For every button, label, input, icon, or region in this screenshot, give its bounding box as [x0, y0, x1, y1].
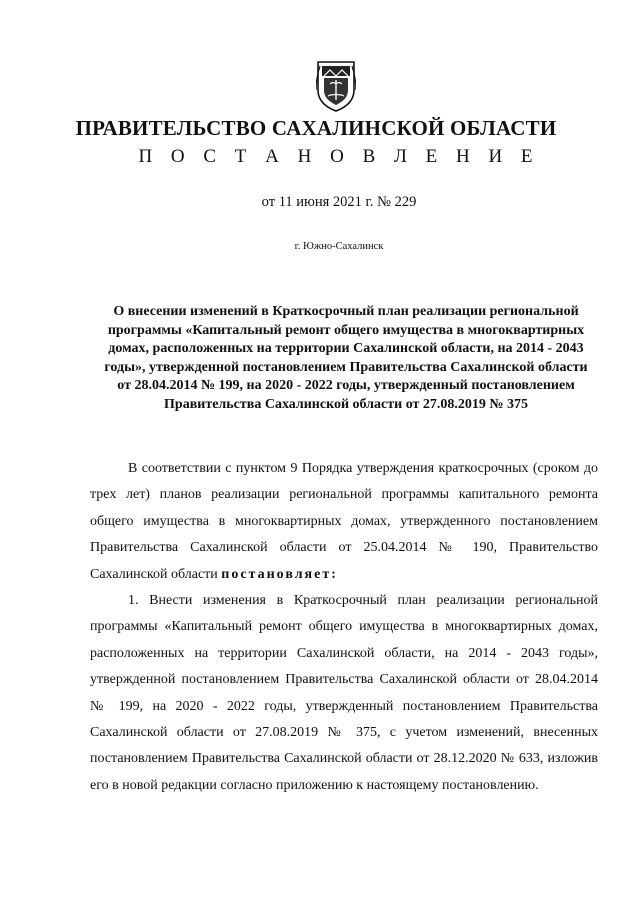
organization-title: ПРАВИТЕЛЬСТВО САХАЛИНСКОЙ ОБЛАСТИ — [75, 116, 557, 140]
preamble-text: В соответствии с пунктом 9 Порядка утверждения краткосрочных (сроком до трех лет) планов реализации региональной программы капитального ремонта общего имущества в многоквартирных домах, утвержденного постановлением Правительства Сахалинской области от 25.04.2014 № 190, Правительство Сахалинской области — [90, 461, 598, 582]
document-date-number: от 11 июня 2021 г. № 229 — [261, 194, 417, 210]
item-1-paragraph: 1. Внести изменения в Краткосрочный план реализации региональной программы «Капитальный ремонт общего имущества в многоквартирных домах, расположенных на территории Сахалинской области, на 2014 - 2043 годы», утвержденной постановлением Правительства Сахалинской области от 28.04.2014 № 199, на 2020 - 2022 годы, утвержденный постановлением Правительства Сахалинской области от 27.08.2019 № 375, с учетом изменений, внесенных постановлением Правительства Сахалинской области от 28.12.2020 № 633, изложив его в новой редакции согласно приложению к настоящему постановлению. — [90, 593, 598, 793]
document-city: г. Южно-Сахалинск — [294, 241, 384, 252]
sakhalin-coat-of-arms-icon — [316, 60, 356, 112]
document-body — [90, 456, 598, 799]
preamble-paragraph — [90, 456, 598, 588]
document-type: П О С Т А Н О В Л Е Н И Е — [138, 146, 540, 167]
decree-word: постановляет: — [221, 566, 338, 582]
document-heading: О внесении изменений в Краткосрочный план реализации региональной программы «Капитальный ремонт общего имущества в многоквартирных домах, расположенных на территории Сахалинской области, на 2014 - 2043 годы», утвержденной постановлением Правительства Сахалинской области от 28.04.2014 № 199, на 2020 - 2022 годы, утвержденный постановлением Правительства Сахалинской области от 27.08.2019 № 375 — [104, 304, 588, 412]
